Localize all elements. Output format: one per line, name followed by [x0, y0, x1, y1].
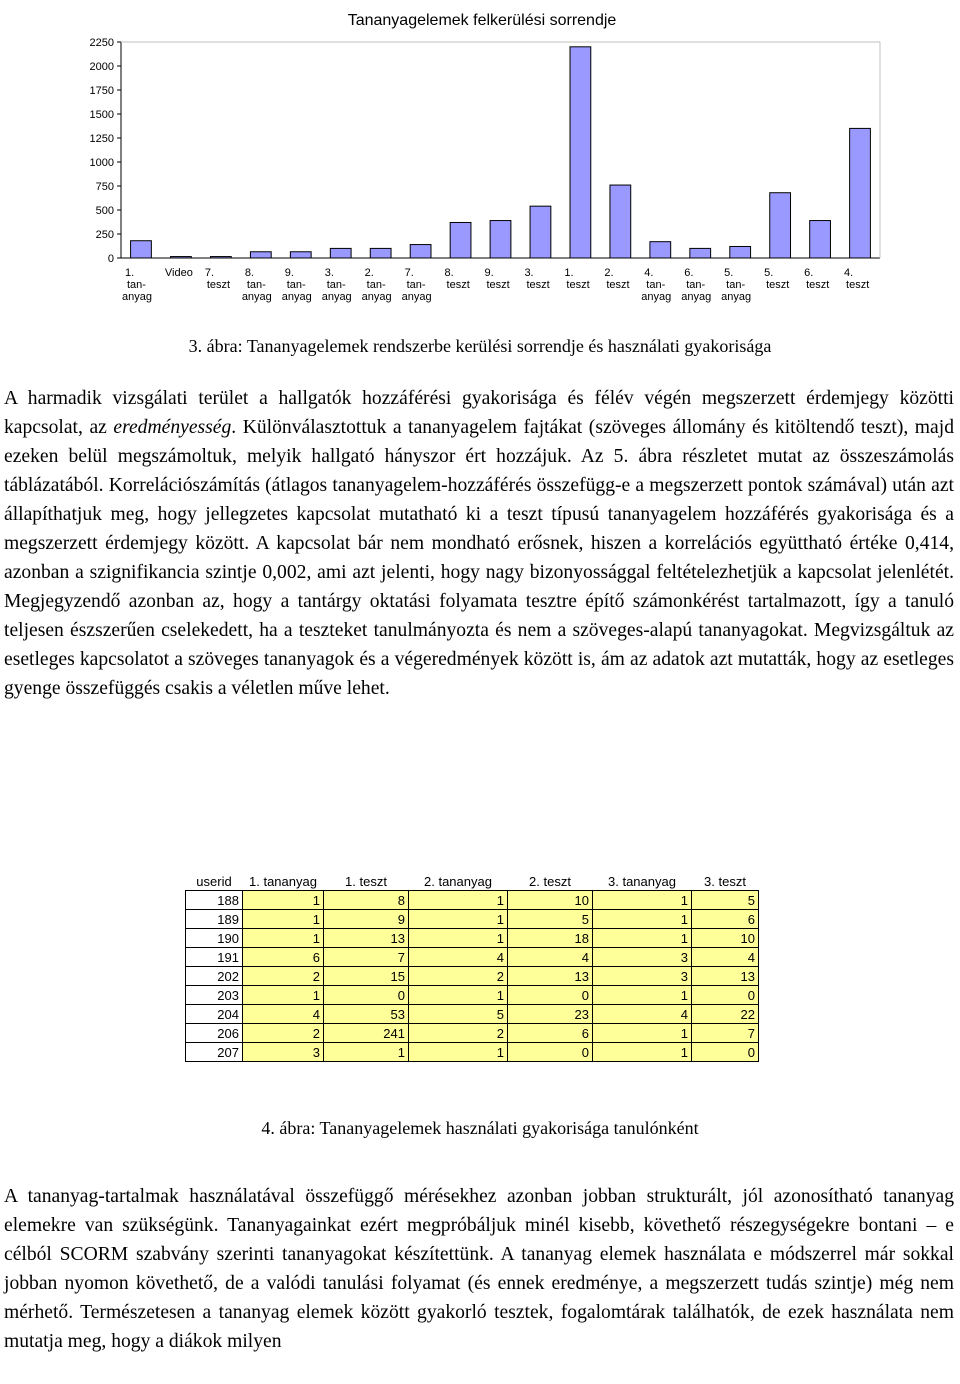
- count-cell: 3: [593, 948, 692, 967]
- y-tick-label: 1000: [89, 157, 114, 169]
- count-cell: 0: [508, 1043, 593, 1062]
- paragraph-1-text-a: A harmadik vizsgálati terület a hallgatók hozzáférési gyakorisága és félév végén megszerzett érdemjegy közötti kapcsolat, az: [4, 388, 954, 438]
- count-cell: 1: [409, 1043, 508, 1062]
- x-tick-label: 6. teszt: [804, 267, 830, 291]
- x-tick-label: 1. teszt: [564, 267, 590, 291]
- bar: [250, 252, 271, 258]
- count-cell: 0: [508, 986, 593, 1005]
- x-tick-label: 4. tan-anyag: [641, 267, 672, 303]
- chart-title: Tananyagelemek felkerülési sorrendje: [347, 12, 617, 29]
- x-tick-label: 3. teszt: [524, 267, 550, 291]
- y-tick-label: 1250: [89, 133, 114, 145]
- count-cell: 13: [508, 967, 593, 986]
- count-cell: 241: [324, 1024, 409, 1043]
- table-header: 2. teszt: [529, 873, 571, 889]
- count-cell: 1: [593, 910, 692, 929]
- count-cell: 9: [324, 910, 409, 929]
- x-tick-label: 6. tan-anyag: [681, 267, 712, 303]
- x-tick-label: Video: [164, 267, 193, 279]
- count-cell: 0: [692, 1043, 759, 1062]
- table-row: [186, 891, 759, 910]
- table-header: userid: [196, 873, 232, 889]
- count-cell: 0: [324, 986, 409, 1005]
- count-cell: 13: [324, 929, 409, 948]
- y-tick-label: 2000: [89, 61, 114, 73]
- count-cell: 2: [409, 1024, 508, 1043]
- figure-3-caption: 3. ábra: Tananyagelemek rendszerbe kerülési sorrendje és használati gyakorisága: [188, 336, 772, 356]
- count-cell: 10: [508, 891, 593, 910]
- x-tick-label: 2. tan-anyag: [361, 267, 392, 303]
- count-cell: 23: [508, 1005, 593, 1024]
- table-row: [186, 929, 759, 948]
- bar: [570, 47, 591, 258]
- bar: [370, 248, 391, 258]
- count-cell: 1: [593, 1024, 692, 1043]
- y-tick-label: 500: [95, 205, 114, 217]
- count-cell: 1: [409, 910, 508, 929]
- plot-area: [90, 37, 880, 303]
- body-paragraph-2: A tananyag-tartalmak használatával összefüggő mérésekhez azonban jobban strukturált, jól azonosítható tananyag elemekre van szükségünk. Tananyagainkat ezért megpróbáljuk minél kisebb, követhető részegységekre bontani – e célból SCORM szabvány szerinti tananyagokat készítettünk. A tananyag elemek használata e módszerrel már sokkal jobban nyomon követhető, de a valódi tanulási folyamat (és ennek eredménye, a megszerzett tudás szintje) még nem mérhető. Természetesen a tananyag elemek között gyakorló tesztek, fogalomtárak találhatók, de ezek használata nem mutatja meg, hogy a diákok milyen: [4, 1186, 954, 1352]
- bar: [450, 222, 471, 258]
- count-cell: 1: [409, 929, 508, 948]
- bar: [330, 248, 351, 258]
- bar: [730, 246, 751, 258]
- count-cell: 6: [508, 1024, 593, 1043]
- bar: [410, 245, 431, 258]
- bar: [770, 193, 791, 258]
- count-cell: 2: [243, 1024, 324, 1043]
- x-tick-label: 7. teszt: [204, 267, 231, 291]
- table-header: 1. teszt: [345, 873, 387, 889]
- x-tick-label: 8. teszt: [444, 267, 470, 291]
- count-cell: 1: [593, 986, 692, 1005]
- x-tick-label: 4. teszt: [844, 267, 870, 291]
- y-tick-label: 750: [95, 181, 114, 193]
- x-tick-label: 7. tan-anyag: [401, 267, 432, 303]
- count-cell: 2: [243, 967, 324, 986]
- count-cell: 1: [409, 891, 508, 910]
- bar: [210, 257, 231, 258]
- table-row: [186, 967, 759, 986]
- table-row: [186, 910, 759, 929]
- x-tick-label: 2. teszt: [604, 267, 630, 291]
- userid-cell: 188: [186, 891, 243, 910]
- x-tick-label: 5. teszt: [764, 267, 790, 291]
- userid-cell: 207: [186, 1043, 243, 1062]
- paragraph-1-emphasis: eredményesség: [113, 417, 232, 438]
- userid-cell: 202: [186, 967, 243, 986]
- figure-4-caption: 4. ábra: Tananyagelemek használati gyakorisága tanulónként: [261, 1118, 699, 1138]
- count-cell: 4: [692, 948, 759, 967]
- count-cell: 1: [243, 910, 324, 929]
- count-cell: 3: [243, 1043, 324, 1062]
- count-cell: 1: [593, 891, 692, 910]
- table-header: 3. tananyag: [608, 873, 676, 889]
- x-tick-label: 8. tan-anyag: [241, 267, 272, 303]
- count-cell: 3: [593, 967, 692, 986]
- y-tick-label: 250: [95, 229, 114, 241]
- y-tick-label: 1750: [89, 85, 114, 97]
- count-cell: 1: [593, 929, 692, 948]
- bar: [530, 206, 551, 258]
- bar: [690, 248, 711, 258]
- bar: [131, 241, 152, 258]
- count-cell: 6: [243, 948, 324, 967]
- userid-cell: 191: [186, 948, 243, 967]
- count-cell: 1: [243, 891, 324, 910]
- table-row: [186, 948, 759, 967]
- count-cell: 1: [593, 1043, 692, 1062]
- count-cell: 15: [324, 967, 409, 986]
- count-cell: 4: [508, 948, 593, 967]
- count-cell: 7: [692, 1024, 759, 1043]
- x-tick-label: 5. tan-anyag: [721, 267, 752, 303]
- table-row: [186, 1005, 759, 1024]
- count-cell: 13: [692, 967, 759, 986]
- count-cell: 18: [508, 929, 593, 948]
- count-cell: 8: [324, 891, 409, 910]
- count-cell: 10: [692, 929, 759, 948]
- userid-cell: 206: [186, 1024, 243, 1043]
- count-cell: 1: [409, 986, 508, 1005]
- bar: [850, 128, 871, 258]
- bar: [290, 252, 311, 258]
- userid-cell: 204: [186, 1005, 243, 1024]
- table-header: 3. teszt: [704, 873, 746, 889]
- bar-chart: [0, 0, 960, 320]
- y-tick-label: 1500: [89, 109, 114, 121]
- y-tick-label: 2250: [89, 37, 114, 49]
- userid-cell: 190: [186, 929, 243, 948]
- count-cell: 0: [692, 986, 759, 1005]
- count-cell: 1: [324, 1043, 409, 1062]
- bar: [171, 257, 192, 258]
- count-cell: 5: [409, 1005, 508, 1024]
- count-cell: 53: [324, 1005, 409, 1024]
- count-cell: 1: [243, 929, 324, 948]
- paragraph-1-text-b: . Különválasztottuk a tananyagelem fajtákat (szöveges állomány és kitöltendő teszt), majd ezeken belül megszámoltuk, melyik hallgató hányszor ért hozzájuk. Az 5. ábra részletet mutat az összeszámolás táblázatából. Korrelációszámítás (átlagos tananyagelem-hozzáférés összefügg-e a megszerzett pontok számával) után azt állapíthatjuk meg, hogy jellegzetes kapcsolat mutatható ki a teszt típusú tananyagelem hozzáférés gyakorisága és a megszerzett érdemjegy között. A kapcsolat bár nem mondható erősnek, hiszen a korrelációs együttható értéke 0,414, azonban a szignifikancia szintje 0,002, ami azt jelenti, hogy nagy bizonyossággal feltételezhetjük a kapcsolat jelenlétét. Megjegyzendő azonban az, hogy a tantárgy oktatási folyamata tesztre építő számonkérést tartalmazott, így a tanuló teljesen észszerűen cselekedett, ha a teszteket tanulmányozta és nem a szöveges-alapú tananyagokat. Megvizsgáltuk az esetleges kapcsolatot a szöveges tananyagok és a végeredmények között is, ám az adatok azt mutatták, hogy az esetleges gyenge összefüggés csakis a véletlen műve lehet.: [4, 417, 954, 699]
- bar: [610, 185, 631, 258]
- count-cell: 22: [692, 1005, 759, 1024]
- bar: [490, 221, 511, 258]
- y-tick-label: 0: [107, 253, 114, 265]
- count-cell: 5: [508, 910, 593, 929]
- count-cell: 1: [243, 986, 324, 1005]
- table-header: 2. tananyag: [424, 873, 492, 889]
- table-row: [186, 1043, 759, 1062]
- count-cell: 6: [692, 910, 759, 929]
- table-header-row: [186, 872, 759, 891]
- x-tick-label: 1. tan-anyag: [121, 267, 152, 303]
- count-cell: 4: [243, 1005, 324, 1024]
- count-cell: 4: [593, 1005, 692, 1024]
- x-tick-label: 9. tan-anyag: [281, 267, 312, 303]
- count-cell: 4: [409, 948, 508, 967]
- userid-cell: 189: [186, 910, 243, 929]
- x-tick-label: 3. tan-anyag: [321, 267, 352, 303]
- table-row: [186, 1024, 759, 1043]
- x-tick-label: 9. teszt: [484, 267, 510, 291]
- bar: [810, 221, 831, 258]
- count-cell: 5: [692, 891, 759, 910]
- table-row: [186, 986, 759, 1005]
- body-paragraph-1: [4, 384, 954, 703]
- userid-cell: 203: [186, 986, 243, 1005]
- table-header: 1. tananyag: [249, 873, 317, 889]
- usage-table: [185, 872, 759, 1062]
- count-cell: 7: [324, 948, 409, 967]
- bar: [650, 242, 671, 258]
- count-cell: 2: [409, 967, 508, 986]
